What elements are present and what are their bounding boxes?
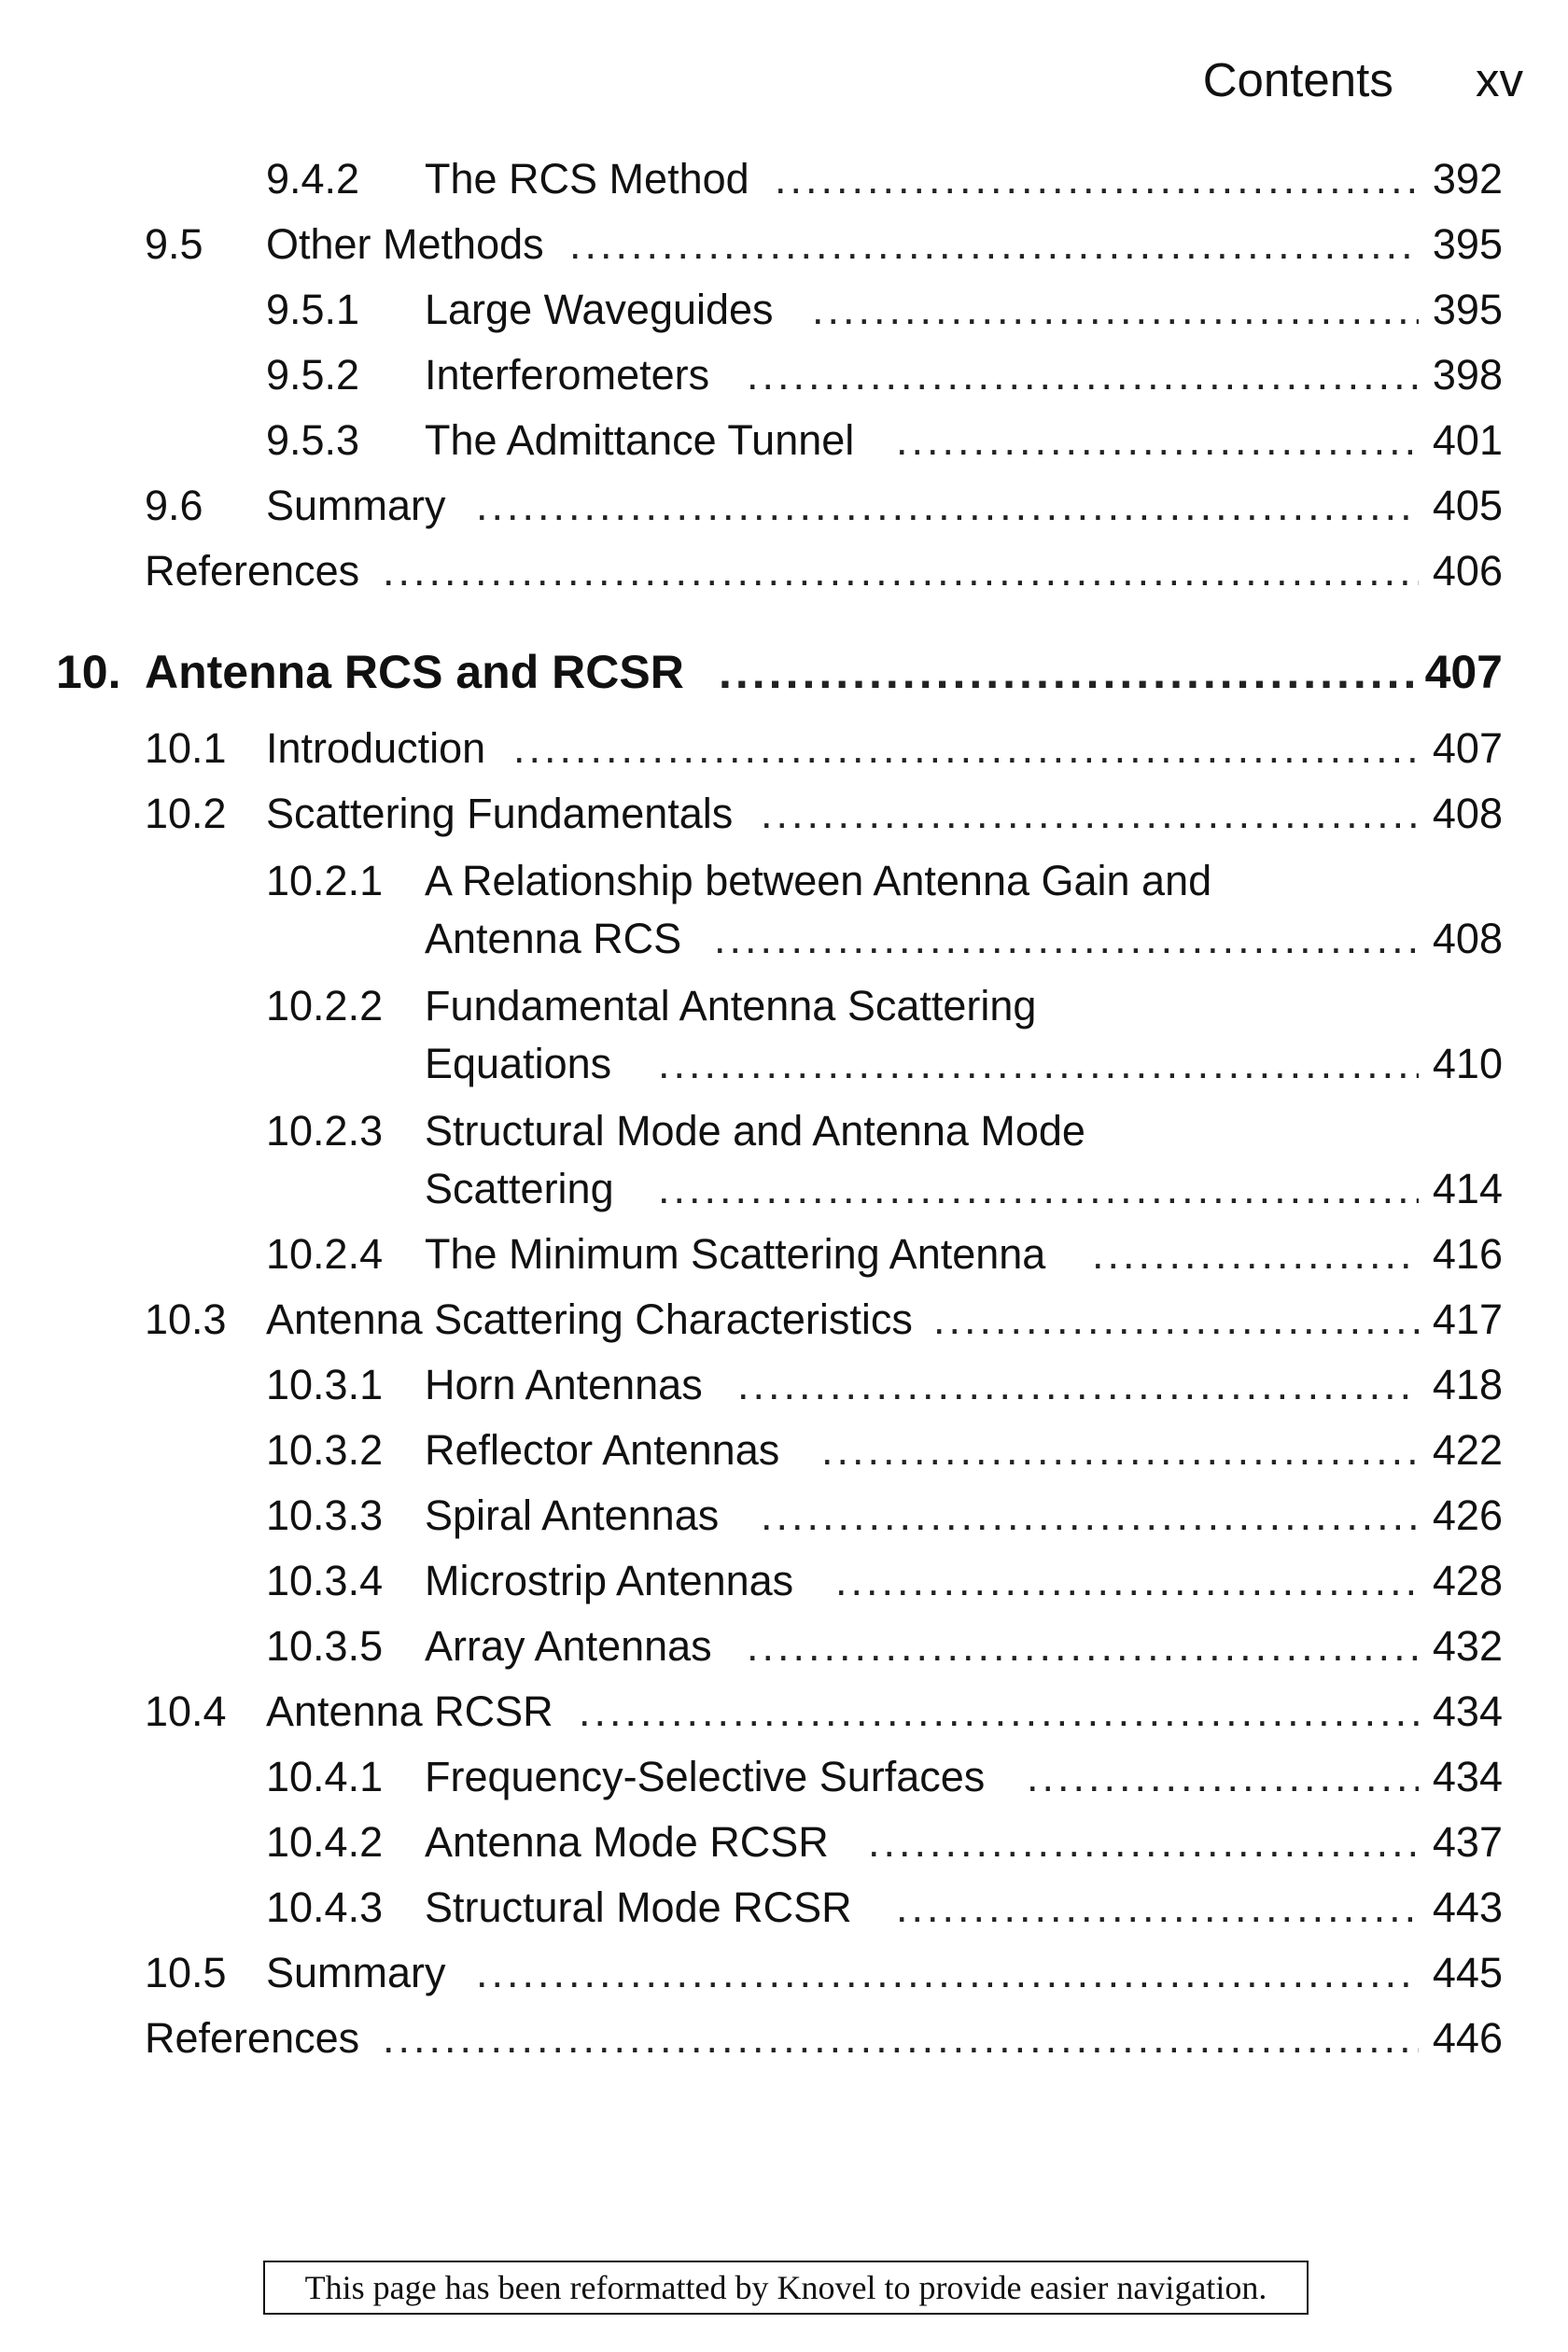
toc-entry-number: 10.3.2	[266, 1426, 384, 1474]
toc-entry-page: 443	[1432, 1883, 1503, 1931]
toc-entry-title: Antenna RCSR	[266, 1684, 570, 1740]
dot-leader	[1092, 1226, 1419, 1282]
toc-entry-10-3-4[interactable]	[0, 1553, 1568, 1609]
toc-entry-page: 414	[1432, 1165, 1503, 1212]
dot-leader	[476, 1945, 1419, 2001]
dot-leader	[383, 2010, 1419, 2066]
toc-entry-page: 410	[1432, 1040, 1503, 1087]
toc-entry-9-5-3[interactable]	[0, 413, 1568, 469]
toc-entry-number: 10.3.4	[266, 1557, 384, 1604]
dot-leader	[714, 911, 1419, 967]
toc-entry-number: 10.2.4	[266, 1230, 384, 1278]
toc-entry-10-2-1-continuation[interactable]	[0, 911, 1568, 967]
dot-leader	[747, 1618, 1419, 1674]
toc-entry-number: 10.4.2	[266, 1818, 384, 1866]
dot-leader	[896, 1880, 1419, 1936]
toc-entry-title: Antenna Mode RCSR	[425, 1814, 846, 1870]
toc-entry-title: Array Antennas	[425, 1618, 729, 1674]
toc-entry-page: 418	[1432, 1361, 1503, 1408]
toc-entry-10-4-1[interactable]	[0, 1749, 1568, 1805]
toc-entry-number: 10.1	[145, 724, 227, 772]
toc-entry-page: 405	[1432, 482, 1503, 529]
toc-entry-number: 10.2.1	[266, 857, 384, 904]
dot-leader	[868, 1814, 1419, 1870]
toc-entry-9-5[interactable]	[0, 217, 1568, 273]
chapter-title: Antenna RCS and RCSR	[145, 644, 701, 700]
toc-entry-title: Structural Mode RCSR	[425, 1880, 869, 1936]
dot-leader	[737, 1357, 1419, 1413]
toc-entry-title: References	[145, 543, 376, 599]
toc-entry-number: 10.4	[145, 1687, 227, 1735]
toc-entry-title: The Minimum Scattering Antenna	[425, 1226, 1062, 1282]
toc-entry-10-2-3-continuation[interactable]	[0, 1161, 1568, 1217]
toc-entry-number: 10.2	[145, 790, 227, 837]
dot-leader	[719, 644, 1419, 700]
dot-leader	[383, 543, 1419, 599]
toc-entry-title: Large Waveguides	[425, 282, 791, 338]
toc-entry-title: The RCS Method	[425, 151, 766, 207]
running-head	[0, 52, 1523, 107]
toc-entry-title: Summary	[266, 1945, 463, 2001]
dot-leader	[513, 721, 1419, 777]
toc-entry-number: 10.3	[145, 1295, 227, 1343]
running-head-title: Contents	[1202, 53, 1393, 106]
toc-entry-title: Other Methods	[266, 217, 561, 273]
dot-leader	[579, 1684, 1419, 1740]
dot-leader	[761, 786, 1419, 842]
toc-entry-title: Introduction	[266, 721, 502, 777]
toc-entry-title: Structural Mode and Antenna Mode	[425, 1103, 1102, 1159]
toc-entry-10-3-1[interactable]	[0, 1357, 1568, 1413]
toc-entry-number: 10.3.3	[266, 1491, 384, 1539]
toc-entry-number: 9.6	[145, 482, 203, 529]
dot-leader	[933, 1292, 1419, 1348]
knovel-notice-box: This page has been reformatted by Knovel to provide easier navigation.	[263, 2261, 1309, 2315]
toc-entry-10-3[interactable]	[0, 1292, 1568, 1348]
toc-entry-10-3-3[interactable]	[0, 1488, 1568, 1544]
toc-entry-title: Reflector Antennas	[425, 1422, 796, 1478]
toc-entry-title: References	[145, 2010, 376, 2066]
toc-entry-references[interactable]	[0, 2010, 1568, 2066]
toc-entry-page: 398	[1432, 351, 1503, 399]
toc-entry-10-5[interactable]	[0, 1945, 1568, 2001]
toc-entry-title-continuation: Antenna RCS	[425, 911, 698, 967]
toc-entry-title: A Relationship between Antenna Gain and	[425, 853, 1228, 909]
toc-entry-title: Interferometers	[425, 347, 726, 403]
toc-entry-number: 10.5	[145, 1949, 227, 1996]
toc-entry-title: Spiral Antennas	[425, 1488, 735, 1544]
toc-entry-number: 10.3.1	[266, 1361, 384, 1408]
toc-entry-number: 9.4.2	[266, 155, 360, 203]
toc-entry-page: 408	[1432, 915, 1503, 962]
toc-entry-10-2-1[interactable]	[0, 853, 1568, 909]
toc-entry-number: 10.3.5	[266, 1622, 384, 1670]
toc-entry-page: 434	[1432, 1753, 1503, 1800]
dot-leader	[761, 1488, 1419, 1544]
toc-entry-page: 432	[1432, 1622, 1503, 1670]
toc-entry-title-continuation: Equations	[425, 1036, 628, 1092]
toc-entry-9-5-1[interactable]	[0, 282, 1568, 338]
toc-entry-number: 9.5.3	[266, 416, 360, 464]
toc-entry-number: 10.4.1	[266, 1753, 384, 1800]
toc-entry-10-2-2[interactable]	[0, 978, 1568, 1034]
dot-leader	[658, 1036, 1419, 1092]
toc-entry-page: 422	[1432, 1426, 1503, 1474]
toc-entry-10-4[interactable]	[0, 1684, 1568, 1740]
toc-entry-page: 434	[1432, 1687, 1503, 1735]
chapter-number: 10.	[56, 646, 121, 698]
toc-entry-number: 9.5.1	[266, 286, 360, 333]
toc-entry-page: 406	[1432, 547, 1503, 595]
toc-entry-10-1[interactable]	[0, 721, 1568, 777]
toc-entry-page: 401	[1432, 416, 1503, 464]
toc-entry-10-3-5[interactable]	[0, 1618, 1568, 1674]
dot-leader	[476, 478, 1419, 534]
toc-entry-page: 408	[1432, 790, 1503, 837]
toc-entry-title: Frequency-Selective Surfaces	[425, 1749, 1001, 1805]
toc-entry-title: Microstrip Antennas	[425, 1553, 810, 1609]
toc-entry-10-2-3[interactable]	[0, 1103, 1568, 1159]
toc-entry-page: 395	[1432, 286, 1503, 333]
toc-entry-page: 437	[1432, 1818, 1503, 1866]
toc-entry-page: 446	[1432, 2014, 1503, 2062]
toc-entry-10-4-3[interactable]	[0, 1880, 1568, 1936]
toc-entry-page: 392	[1432, 155, 1503, 203]
toc-entry-title: Horn Antennas	[425, 1357, 720, 1413]
toc-entry-number: 10.2.3	[266, 1107, 384, 1155]
toc-entry-page: 428	[1432, 1557, 1503, 1604]
dot-leader	[747, 347, 1419, 403]
toc-entry-10-3-2[interactable]	[0, 1422, 1568, 1478]
toc-entry-10-2[interactable]	[0, 786, 1568, 842]
toc-entry-title: The Admittance Tunnel	[425, 413, 871, 469]
toc-entry-number: 9.5.2	[266, 351, 360, 399]
dot-leader	[1027, 1749, 1419, 1805]
toc-entry-page: 417	[1432, 1295, 1503, 1343]
toc-entry-title: Fundamental Antenna Scattering	[425, 978, 1053, 1034]
dot-leader	[896, 413, 1419, 469]
toc-entry-title: Summary	[266, 478, 463, 534]
toc-entry-10-4-2[interactable]	[0, 1814, 1568, 1870]
toc-entry-references[interactable]	[0, 543, 1568, 599]
toc-chapter-10[interactable]	[0, 644, 1568, 700]
toc-entry-page: 416	[1432, 1230, 1503, 1278]
toc-entry-title-continuation: Scattering	[425, 1161, 631, 1217]
dot-leader	[812, 282, 1419, 338]
dot-leader	[821, 1422, 1419, 1478]
toc-entry-10-2-4[interactable]	[0, 1226, 1568, 1282]
toc-entry-page: 407	[1432, 724, 1503, 772]
toc-entry-page: 395	[1432, 220, 1503, 268]
toc-entry-title: Antenna Scattering Characteristics	[266, 1292, 930, 1348]
toc-entry-9-5-2[interactable]	[0, 347, 1568, 403]
chapter-page: 407	[1424, 646, 1503, 698]
dot-leader	[569, 217, 1419, 273]
dot-leader	[835, 1553, 1419, 1609]
toc-entry-9-4-2[interactable]	[0, 151, 1568, 207]
toc-entry-number: 10.4.3	[266, 1883, 384, 1931]
toc-entry-number: 9.5	[145, 220, 203, 268]
dot-leader	[658, 1161, 1419, 1217]
dot-leader	[775, 151, 1419, 207]
running-head-page-number: xv	[1476, 53, 1523, 106]
toc-entry-title: Scattering Fundamentals	[266, 786, 749, 842]
toc-entry-page: 426	[1432, 1491, 1503, 1539]
toc-entry-10-2-2-continuation[interactable]	[0, 1036, 1568, 1092]
toc-entry-page: 445	[1432, 1949, 1503, 1996]
toc-entry-number: 10.2.2	[266, 982, 384, 1029]
toc-entry-9-6[interactable]	[0, 478, 1568, 534]
